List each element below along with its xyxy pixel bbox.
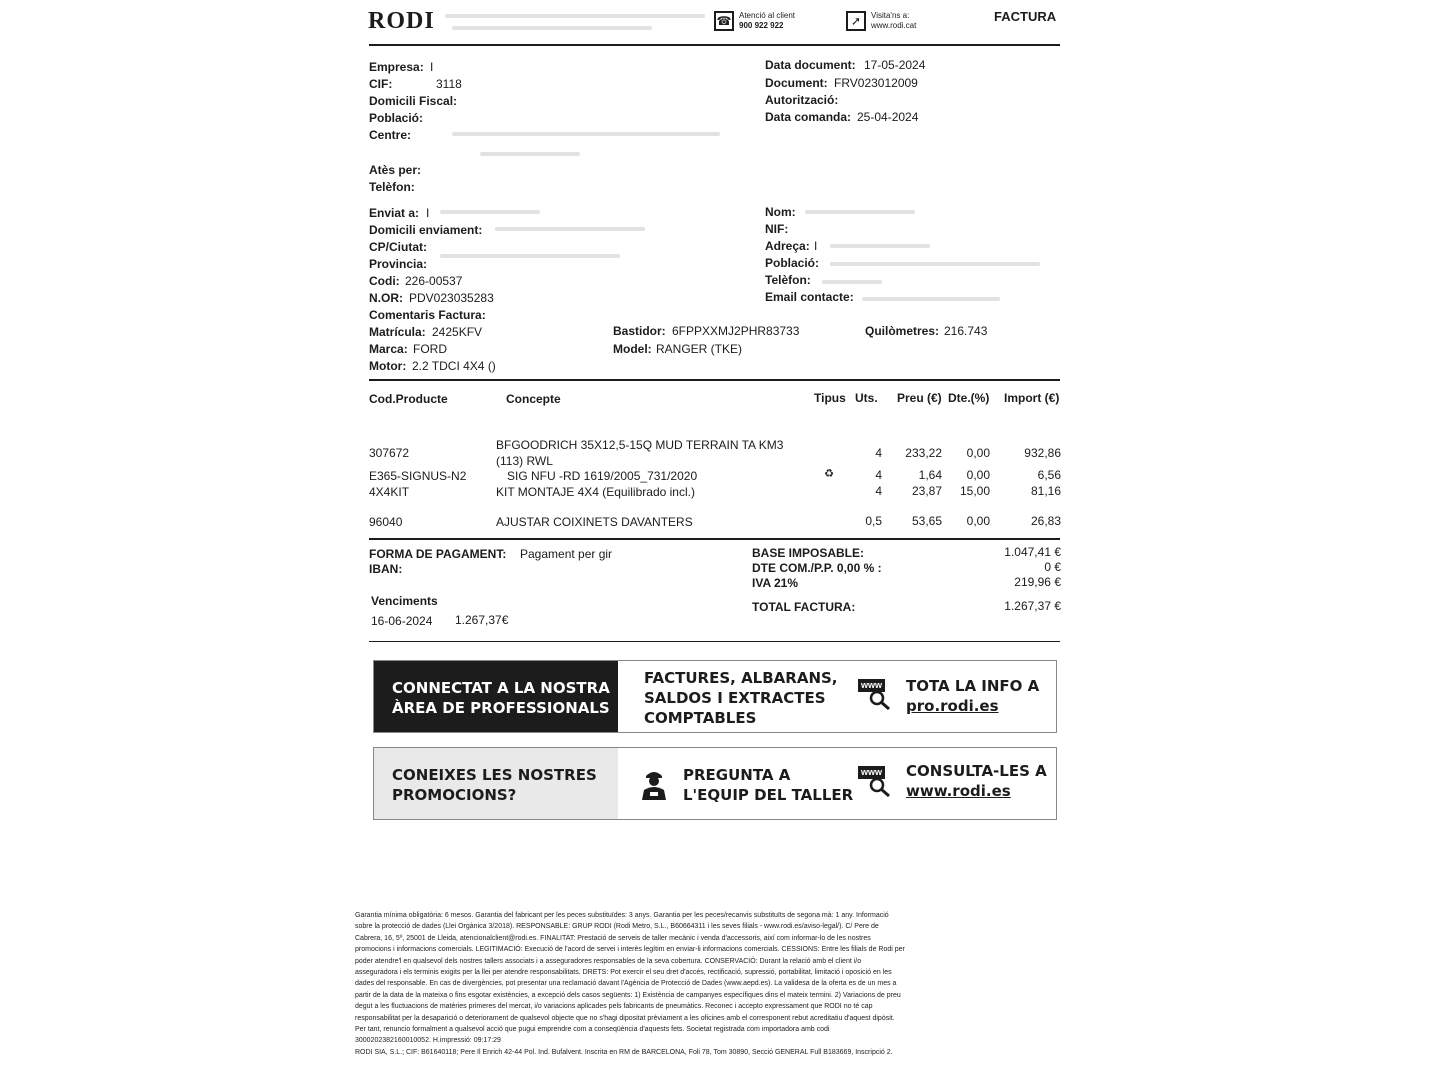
row-preu: 53,65 bbox=[911, 514, 942, 528]
col-uts-header: Uts. bbox=[855, 391, 878, 405]
domicili-fiscal-label: Domicili Fiscal: bbox=[369, 94, 458, 108]
redacted-telefon bbox=[822, 280, 882, 284]
km-label: Quilòmetres: bbox=[865, 324, 940, 338]
banner1-mid-line1: FACTURES, ALBARANS, bbox=[644, 669, 838, 687]
col-tipus-header: Tipus bbox=[814, 391, 846, 405]
cif-value: 3118 bbox=[436, 77, 462, 91]
nom-label: Nom: bbox=[765, 205, 796, 219]
base-imposable-label: BASE IMPOSABLE: bbox=[752, 546, 865, 560]
banner1-left-line2: ÀREA DE PROFESSIONALS bbox=[392, 699, 610, 717]
row-dte: 15,00 bbox=[959, 484, 990, 498]
enviat-value: I bbox=[426, 206, 430, 220]
row-preu: 1,64 bbox=[918, 468, 942, 482]
model-value: RANGER (TKE) bbox=[656, 342, 743, 356]
banner1-mid-line3: COMPTABLES bbox=[644, 709, 757, 727]
row-import: 932,86 bbox=[1024, 446, 1061, 460]
redacted-nom bbox=[805, 210, 915, 214]
banner1-left-line1: CONNECTAT A LA NOSTRA bbox=[392, 679, 610, 697]
legal-line: dades del responsable. En cas de divergències, pot presentar una reclamació davant l'Agència de Protecció de Dades (www.aepd.es). La validesa de la oferta es de un mes a bbox=[355, 980, 897, 988]
legal-line: RODI SIA, S.L.; CIF: B61640118; Pere Il Enrich 42-44 Pol. Ind. Bufalvent. Inscrita en RM de BARCELONA, Foli 78, Tom 30890, Secció GENERAL Full B183669, Inscripció 2. bbox=[355, 1048, 893, 1056]
row-uts: 4 bbox=[875, 446, 882, 460]
magnifier-icon bbox=[868, 776, 894, 798]
dte-com-label: DTE COM./P.P. 0,00 % : bbox=[752, 561, 882, 575]
promotions-banner bbox=[373, 747, 1057, 820]
pro-area-banner bbox=[373, 660, 1057, 733]
row-concepte: AJUSTAR COIXINETS DAVANTERS bbox=[496, 515, 693, 529]
totals-rule bbox=[369, 641, 1060, 642]
legal-line: Garantia mínima obligatòria: 6 mesos. Garantia del fabricant per les peces substituïdes: 3 anys. Garantia per les peces/recanvis substituïts de segona mà: 1 any. Informació bbox=[355, 912, 889, 919]
row-import: 6,56 bbox=[1037, 468, 1061, 482]
row-uts: 4 bbox=[875, 484, 882, 498]
data-document-value: 17-05-2024 bbox=[864, 58, 926, 72]
legal-line: Per tant, renuncio formalment a qualsevol acció que pugui emprendre com a conseqüència d'aquests fets. Societat registrada com importadora amb codi bbox=[355, 1026, 830, 1034]
cursor-icon: ➚ bbox=[846, 11, 866, 31]
legal-line: asseguradora i els terminis exigits per la llei per atendre responsabilitats. DRETS: Pot exercir el seu dret d'accés, rectificació, supressió, portabilitat, limitació i oposició en les bbox=[355, 969, 892, 977]
legal-line: promocions i informacions comercials. LEGITIMACIÓ: Execució de l'acord de servei i interès legítim en enviar-li informacions comercials. CESSIONS: Entre les filials de Rodi per bbox=[355, 946, 905, 954]
matricula-label: Matrícula: bbox=[369, 325, 426, 339]
table-top-rule bbox=[369, 379, 1060, 381]
row-uts: 0,5 bbox=[865, 514, 882, 528]
nor-label: N.OR: bbox=[369, 291, 403, 305]
www-rodi-link[interactable]: www.rodi.es bbox=[906, 782, 1011, 800]
enviat-label: Enviat a: bbox=[369, 206, 420, 220]
provincia-label: Provincia: bbox=[369, 257, 428, 271]
row-concepte: KIT MONTAJE 4X4 (Equilibrado incl.) bbox=[496, 485, 695, 499]
row-dte: 0,00 bbox=[966, 514, 990, 528]
row-dte: 0,00 bbox=[966, 446, 990, 460]
redacted-enviat bbox=[440, 210, 540, 214]
document-label: Document: bbox=[765, 76, 828, 90]
row-dte: 0,00 bbox=[966, 468, 990, 482]
document-value: FRV023012009 bbox=[834, 76, 918, 90]
poblacio-label: Població: bbox=[369, 111, 424, 125]
forma-pagament-value: Pagament per gir bbox=[520, 547, 613, 561]
data-comanda-value: 25-04-2024 bbox=[857, 110, 919, 124]
web-line1: Visita'ns a: bbox=[871, 11, 910, 20]
www-search-icon bbox=[858, 766, 894, 798]
motor-value: 2.2 TDCI 4X4 () bbox=[412, 359, 496, 373]
email-label: Email contacte: bbox=[765, 290, 854, 304]
row-import: 81,16 bbox=[1030, 484, 1061, 498]
row-concepte: BFGOODRICH 35X12,5-15Q MUD TERRAIN TA KM3 bbox=[496, 438, 784, 452]
domicili-enviament-label: Domicili enviament: bbox=[369, 223, 483, 237]
row-cod: 4X4KIT bbox=[369, 485, 410, 499]
rodi-logo: RODI bbox=[368, 8, 435, 34]
row-concepte-cont: (113) RWL bbox=[496, 454, 553, 468]
client-telefon-label: Telèfon: bbox=[765, 273, 811, 287]
matricula-value: 2425KFV bbox=[432, 325, 483, 339]
redacted-adreca bbox=[830, 244, 930, 248]
www-tag: www bbox=[858, 766, 885, 779]
row-preu: 23,87 bbox=[911, 484, 942, 498]
redacted-poblacio bbox=[830, 262, 1040, 266]
venciments-label: Venciments bbox=[371, 594, 438, 608]
total-factura-label: TOTAL FACTURA: bbox=[752, 600, 856, 614]
banner2-left-line2: PROMOCIONS? bbox=[392, 786, 517, 804]
col-cod-header: Cod.Producte bbox=[369, 392, 448, 406]
row-uts: 4 bbox=[875, 468, 882, 482]
legal-line: poder atendre'l en qualsevol dels nostres tallers associats i a asseguradores responsables de la seva cobertura. CONSERVACIÓ: Durant la relació amb el client i/o bbox=[355, 957, 862, 965]
comentaris-label: Comentaris Factura: bbox=[369, 308, 486, 322]
www-search-icon bbox=[858, 679, 894, 711]
adreca-label: Adreça: bbox=[765, 239, 810, 253]
marca-value: FORD bbox=[413, 342, 447, 356]
banner2-left-line1: CONEIXES LES NOSTRES bbox=[392, 766, 597, 784]
nif-label: NIF: bbox=[765, 222, 789, 236]
dte-com-value: 0 € bbox=[1044, 560, 1061, 574]
contact-line1: Atenció al client bbox=[739, 11, 796, 20]
redacted-provincia bbox=[440, 254, 620, 258]
data-comanda-label: Data comanda: bbox=[765, 110, 852, 124]
legal-line: sobre la protecció de dades (Llei Orgànica 3/2018). RESPONSABLE: GRUP RODI (Rodi Metro, S.L., B60664311 i les seves filials - www.rodi.es/aviso-legal/). C/ Pere de bbox=[355, 923, 879, 931]
empresa-label: Empresa: bbox=[369, 60, 424, 74]
banner2-mid-line1: PREGUNTA A bbox=[683, 766, 791, 784]
row-concepte: SIG NFU -RD 1619/2005_731/2020 bbox=[507, 469, 698, 483]
contact-phone: 900 922 922 bbox=[739, 21, 784, 30]
banner1-mid-line2: SALDOS I EXTRACTES bbox=[644, 689, 826, 707]
web-url: www.rodi.cat bbox=[871, 21, 917, 30]
row-cod: E365-SIGNUS-N2 bbox=[369, 469, 467, 483]
redacted-centre bbox=[452, 132, 720, 136]
table-bottom-rule bbox=[369, 538, 1060, 540]
col-concepte-header: Concepte bbox=[506, 392, 561, 406]
row-cod: 307672 bbox=[369, 446, 410, 460]
promotions-panel bbox=[374, 748, 618, 819]
model-label: Model: bbox=[613, 342, 652, 356]
bastidor-value: 6FPPXXMJ2PHR83733 bbox=[672, 324, 800, 338]
row-cod: 96040 bbox=[369, 515, 403, 529]
redacted-header bbox=[445, 14, 705, 18]
mechanic-icon bbox=[638, 766, 670, 802]
magnifier-icon bbox=[868, 689, 894, 711]
total-factura-value: 1.267,37 € bbox=[1004, 599, 1061, 613]
redacted-email bbox=[862, 297, 1000, 301]
client-poblacio-label: Població: bbox=[765, 256, 820, 270]
legal-notice bbox=[355, 910, 1083, 1058]
iva-label: IVA 21% bbox=[752, 576, 799, 590]
marca-label: Marca: bbox=[369, 342, 408, 356]
empresa-value: I bbox=[430, 60, 434, 74]
col-import-header: Import (€) bbox=[1004, 391, 1060, 405]
codi-label: Codi: bbox=[369, 274, 400, 288]
adreca-value: I bbox=[814, 239, 818, 253]
telefon-label: Telèfon: bbox=[369, 180, 415, 194]
iban-label: IBAN: bbox=[369, 562, 403, 576]
banner2-mid-line2: L'EQUIP DEL TALLER bbox=[683, 786, 854, 804]
legal-line: partir de la data de la mateixa o fins esgotar existències, a excepció dels casos següents: 1) Existència de campanyes específiques dins el mateix termini. 2) Variacions de preu bbox=[355, 991, 901, 999]
ates-label: Atès per: bbox=[369, 163, 422, 177]
autoritzacio-label: Autorització: bbox=[765, 93, 839, 107]
forma-pagament-label: FORMA DE PAGAMENT: bbox=[369, 547, 507, 561]
legal-line: degut a les fluctuacions de matèries primeres del mercat, i/o variacions aplicades pels fabricants de pneumàtics. Reconec i accepto expressament que RODI no té cap bbox=[355, 1003, 873, 1011]
centre-label: Centre: bbox=[369, 128, 412, 142]
cif-label: CIF: bbox=[369, 77, 393, 91]
legal-line: Cabrera, 16, 5º, 25001 de Lleida, atencionalclient@rodi.es. FINALITAT: Prestació de serveis de taller mecànic i venda d'accessoris, així com informar-lo de les nostres bbox=[355, 934, 871, 942]
redacted-centre bbox=[480, 152, 580, 156]
base-imposable-value: 1.047,41 € bbox=[1004, 545, 1061, 559]
row-preu: 233,22 bbox=[905, 446, 942, 460]
km-value: 216.743 bbox=[944, 324, 988, 338]
col-preu-header: Preu (€) bbox=[897, 391, 942, 405]
bastidor-label: Bastidor: bbox=[613, 324, 666, 338]
banner1-right-line1: TOTA LA INFO A bbox=[906, 677, 1040, 695]
col-dte-header: Dte.(%) bbox=[948, 391, 990, 405]
www-tag: www bbox=[858, 679, 885, 692]
phone-icon: ☎ bbox=[714, 11, 734, 31]
cp-ciutat-label: CP/Ciutat: bbox=[369, 240, 427, 254]
codi-value: 226-00537 bbox=[405, 274, 463, 288]
doc-type: FACTURA bbox=[994, 9, 1057, 24]
header-rule bbox=[369, 44, 1060, 46]
legal-line: responsabilitat per la desaparició o deteriorament de qualsevol objecte que no s'hagi dipositat prèviament a les oficines amb el corresponent rebut acreditatiu d'aquest dipòsit. bbox=[355, 1014, 895, 1022]
data-document-label: Data document: bbox=[765, 58, 856, 72]
venciment-date: 16-06-2024 bbox=[371, 614, 433, 628]
row-import: 26,83 bbox=[1030, 514, 1061, 528]
pro-rodi-link[interactable]: pro.rodi.es bbox=[906, 697, 999, 715]
legal-line: 3000202382160010052. H.impressió: 09:17:29 bbox=[355, 1037, 501, 1045]
iva-value: 219,96 € bbox=[1014, 575, 1061, 589]
venciment-amount: 1.267,37€ bbox=[455, 613, 509, 627]
banner2-right-line1: CONSULTA-LES A bbox=[906, 762, 1047, 780]
nor-value: PDV023035283 bbox=[409, 291, 494, 305]
redacted-header bbox=[452, 26, 652, 30]
recycle-icon: ♻ bbox=[824, 468, 834, 480]
pro-area-panel bbox=[374, 661, 618, 732]
motor-label: Motor: bbox=[369, 359, 407, 373]
redacted-domicili bbox=[495, 227, 645, 231]
